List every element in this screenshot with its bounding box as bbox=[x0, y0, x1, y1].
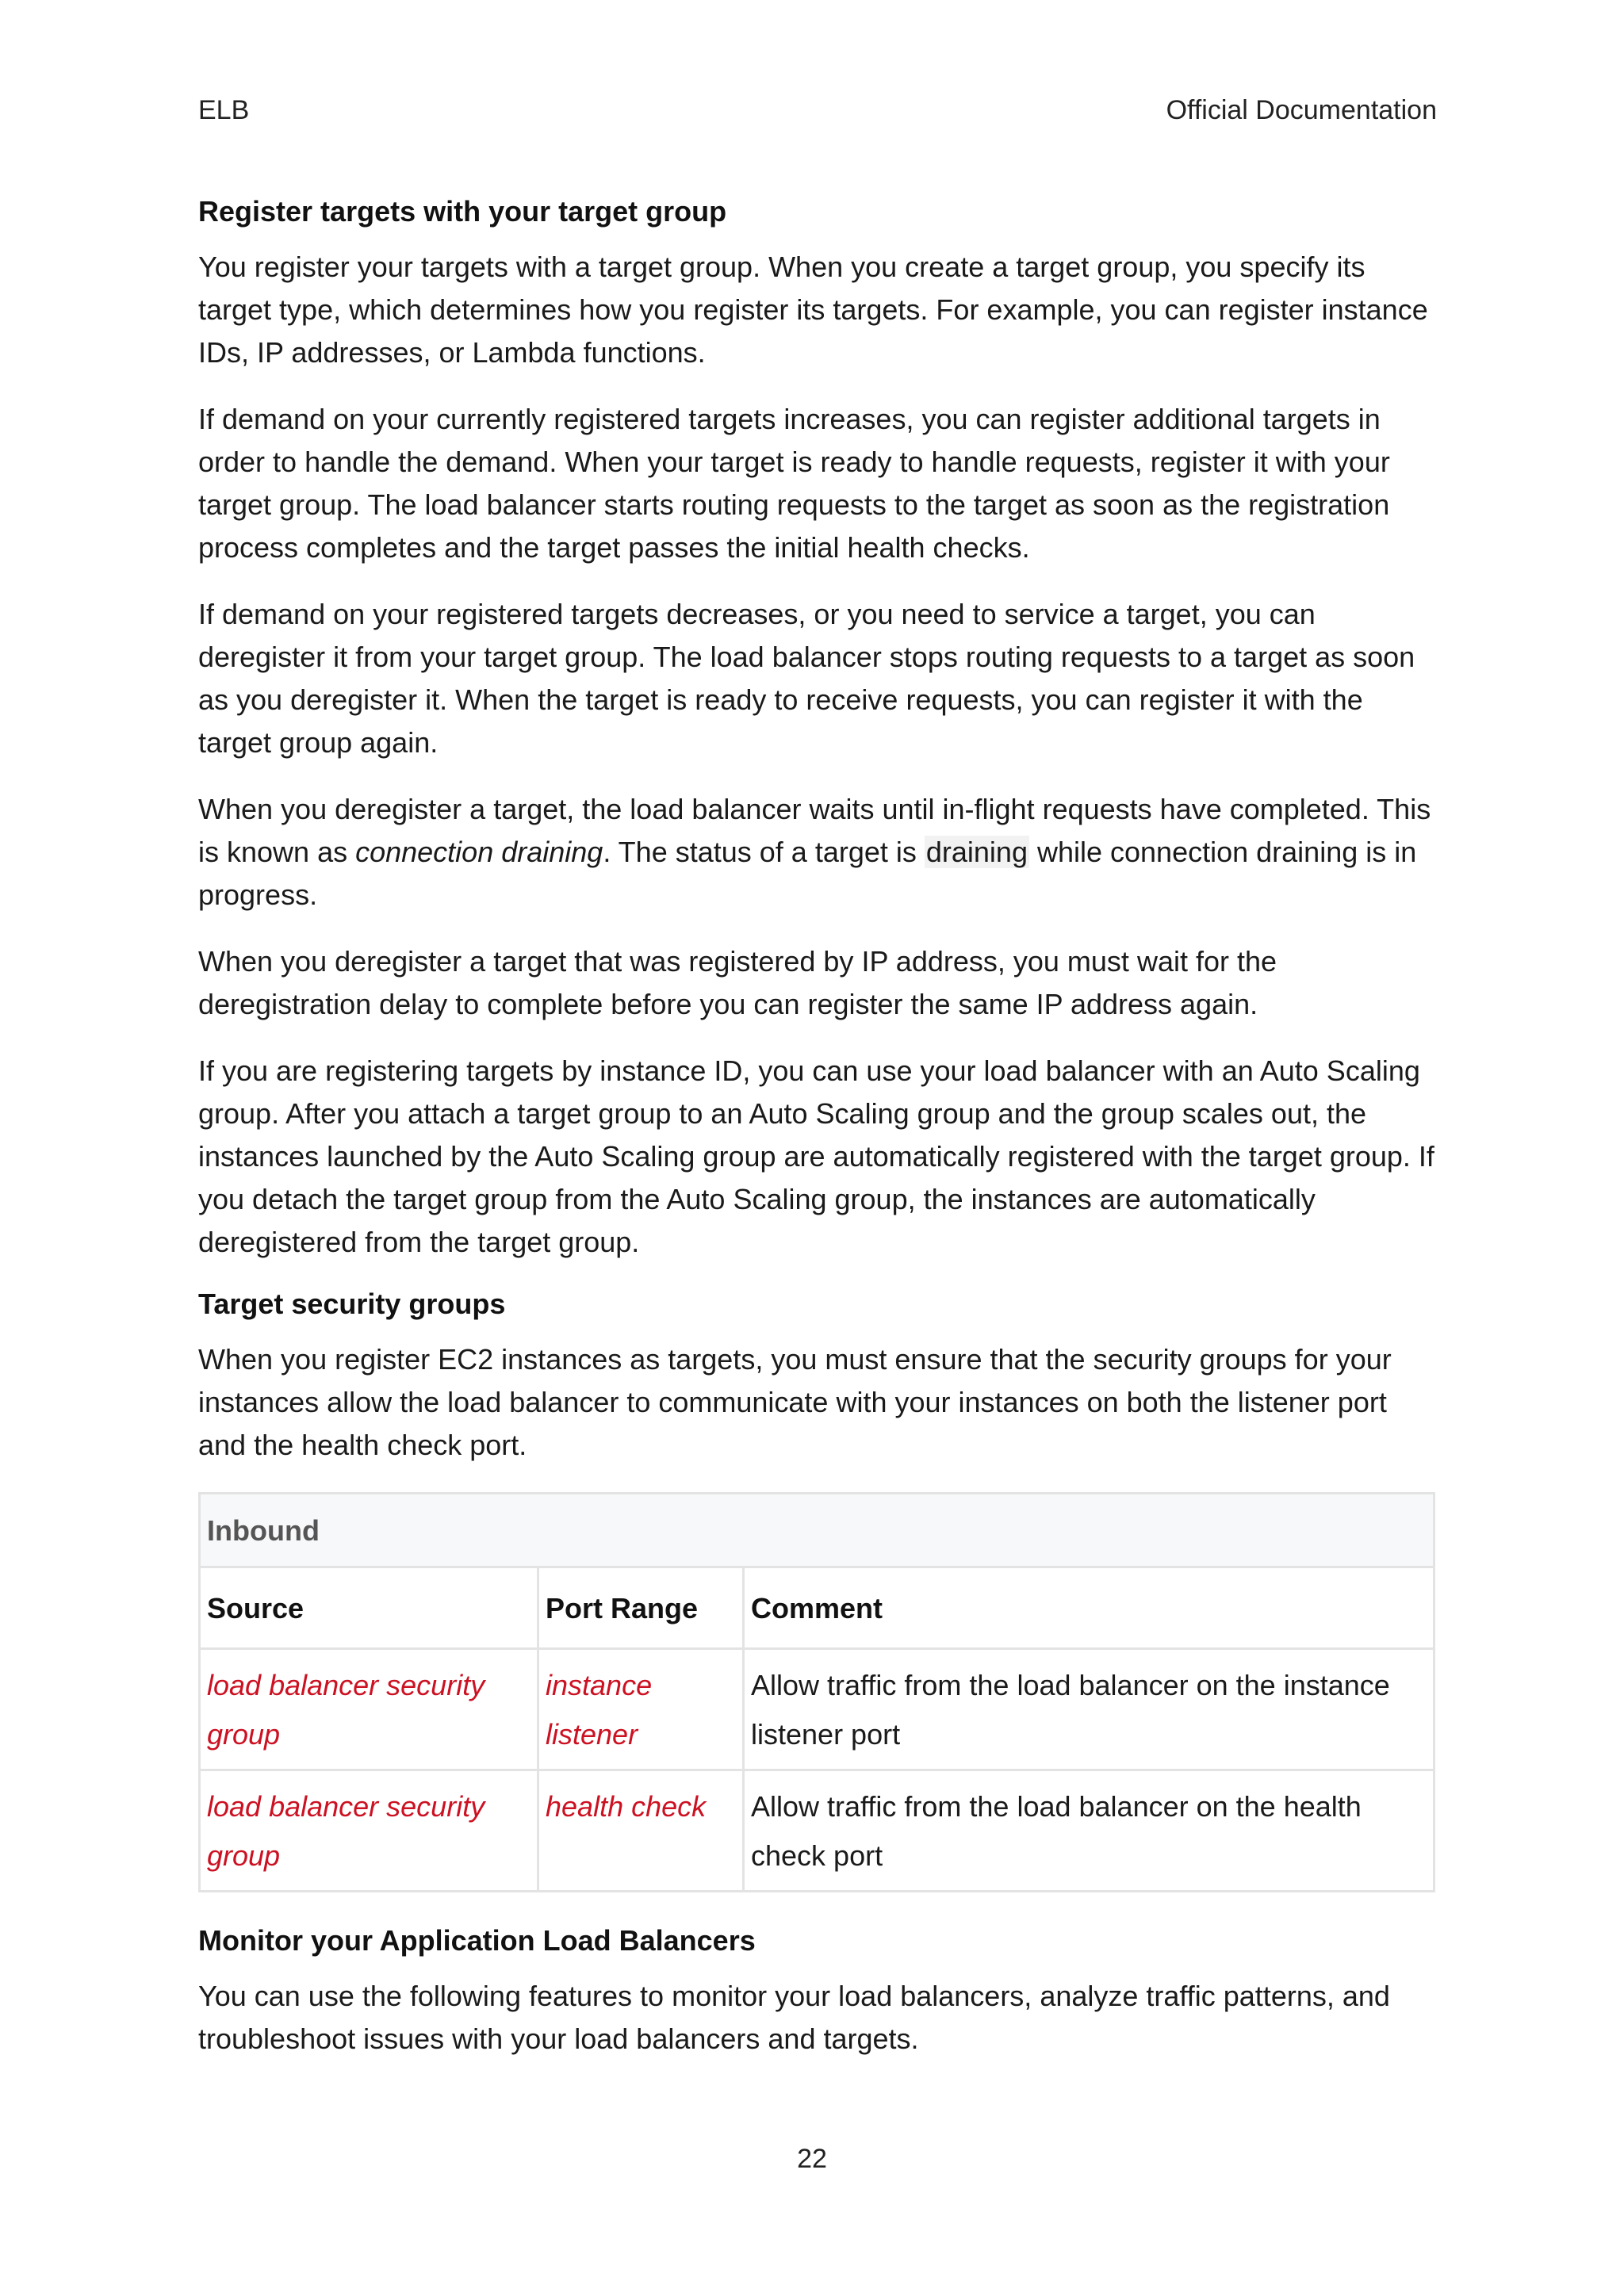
italic-term: connection draining bbox=[355, 836, 603, 868]
cell-source: load balancer security group bbox=[200, 1770, 538, 1892]
section-title-security: Target security groups bbox=[198, 1288, 506, 1320]
cell-comment: Allow traffic from the load balancer on the instance listener port bbox=[744, 1649, 1434, 1770]
column-header-port-range: Port Range bbox=[538, 1567, 744, 1649]
paragraph: If you are registering targets by instance ID, you can use your load balancer with an Auto Scaling group. After you attach a target group to an Auto Scaling group and the group scales out, the instances launched by the Auto Scaling group are automatically registered with the target group. If you detach the target group from the Auto Scaling group, the instances are automatically deregistered from the target group. bbox=[198, 1054, 1434, 1258]
cell-port-range: instance listener bbox=[538, 1649, 744, 1770]
paragraph: You register your targets with a target group. When you create a target group, you specify its target type, which determines how you register its targets. For example, you can register instance IDs, IP addresses, or Lambda functions. bbox=[198, 251, 1428, 369]
cell-source: load balancer security group bbox=[200, 1649, 538, 1770]
table-header-row bbox=[200, 1567, 1434, 1649]
column-header-source: Source bbox=[200, 1567, 538, 1649]
text-run: When you deregister a target, the load balancer waits until in-flight requests have completed. This is known as bbox=[198, 793, 1431, 868]
paragraph: If demand on your currently registered targets increases, you can register additional targets in order to handle the demand. When your target is ready to handle requests, register it with your target group. The load balancer starts routing requests to the target as soon as the registration process completes and the target passes the initial health checks. bbox=[198, 403, 1390, 564]
header-right: Official Documentation bbox=[1166, 95, 1437, 125]
column-header-comment: Comment bbox=[744, 1567, 1434, 1649]
paragraph: When you register EC2 instances as targets, you must ensure that the security groups for your instances allow the load balancer to communicate with your instances on both the listener port and the health check port. bbox=[198, 1343, 1392, 1461]
section-title-monitor: Monitor your Application Load Balancers bbox=[198, 1924, 756, 1957]
inbound-rules-table bbox=[198, 1492, 1435, 1892]
table-row bbox=[200, 1649, 1434, 1770]
table-row bbox=[200, 1770, 1434, 1892]
cell-comment: Allow traffic from the load balancer on the health check port bbox=[744, 1770, 1434, 1892]
page-content bbox=[198, 195, 1435, 2084]
table-caption: Inbound bbox=[200, 1494, 1434, 1567]
paragraph: When you deregister a target that was registered by IP address, you must wait for the deregistration delay to complete before you can register the same IP address again. bbox=[198, 945, 1277, 1020]
paragraph: If demand on your registered targets decreases, or you need to service a target, you can deregister it from your target group. The load balancer stops routing requests to a target as soon as you deregister it. When the target is ready to receive requests, you can register it with the target group again. bbox=[198, 598, 1415, 759]
text-run: while connection draining is in progress. bbox=[198, 836, 1417, 911]
table-caption-row bbox=[200, 1494, 1434, 1567]
paragraph: You can use the following features to monitor your load balancers, analyze traffic patterns, and troubleshoot issues with your load balancers and targets. bbox=[198, 1980, 1390, 2055]
text-run: . The status of a target is bbox=[603, 836, 925, 868]
header-left: ELB bbox=[198, 95, 250, 125]
page-number: 22 bbox=[797, 2144, 827, 2174]
section-title-register: Register targets with your target group bbox=[198, 195, 727, 228]
paragraph-connection-draining bbox=[198, 788, 1435, 916]
inline-code: draining bbox=[925, 836, 1028, 868]
cell-port-range: health check bbox=[538, 1770, 744, 1892]
